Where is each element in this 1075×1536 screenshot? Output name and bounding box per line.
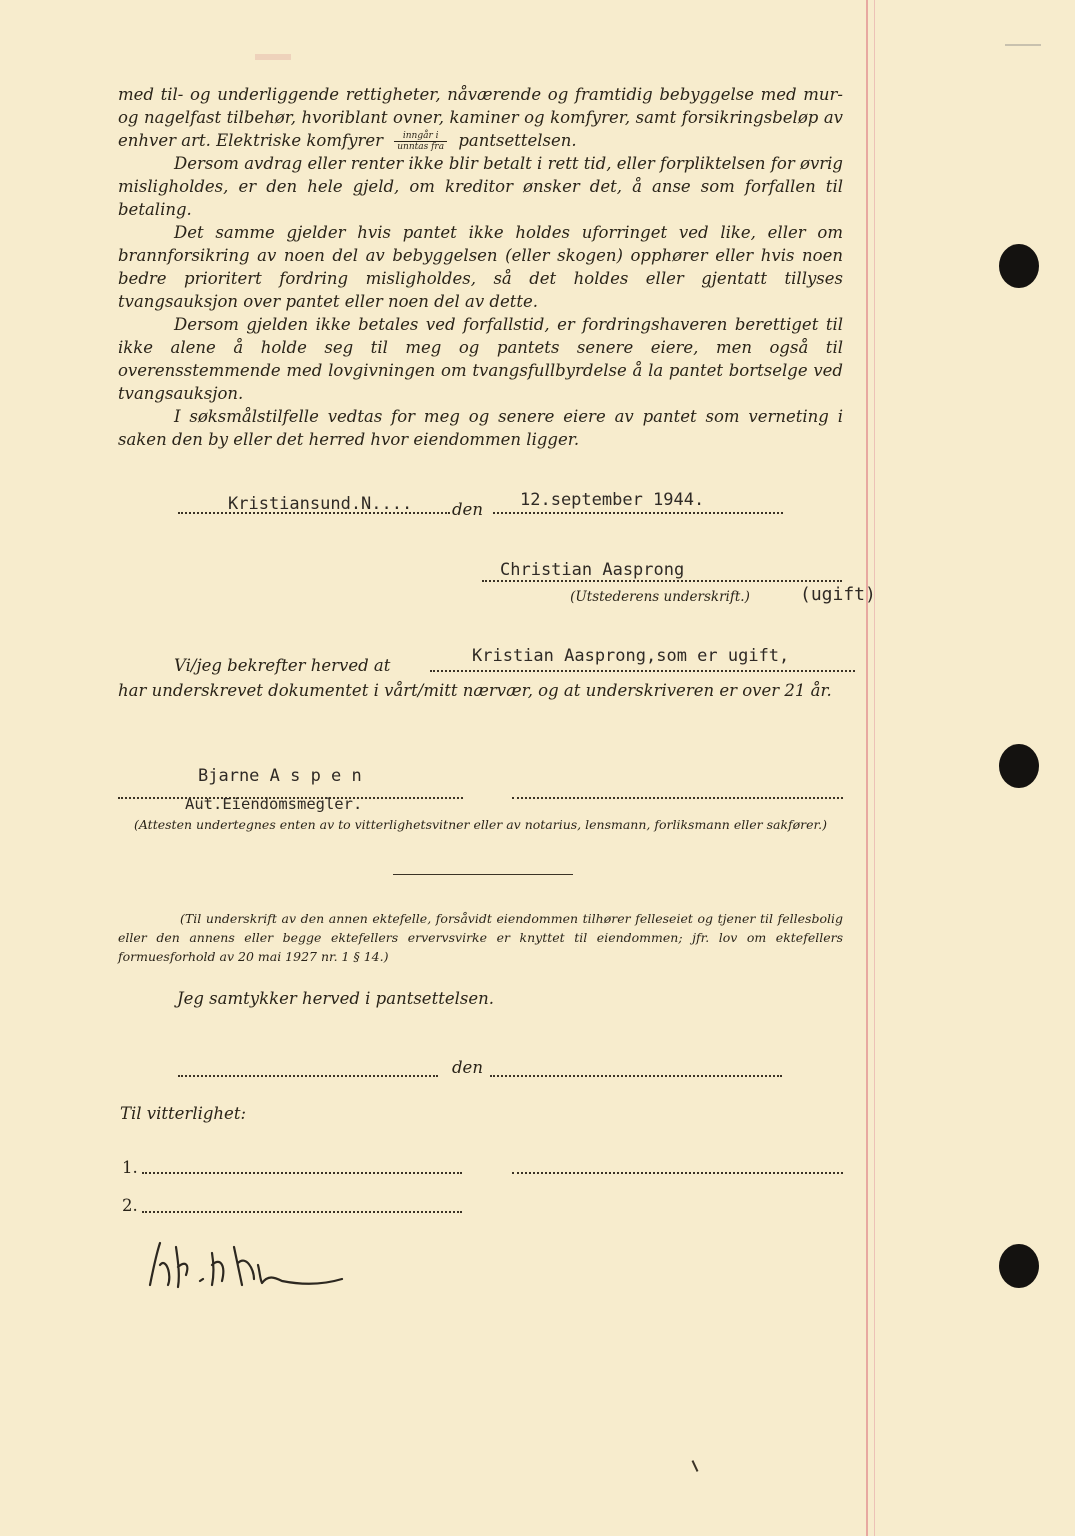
consent-place-line [178, 1075, 438, 1077]
den-label: den [452, 500, 483, 519]
mortgage-clauses [118, 83, 843, 451]
consent-text: Jeg samtykker herved i pantsettelsen. [177, 989, 494, 1008]
section-divider [393, 874, 573, 875]
punch-hole-icon [999, 1244, 1039, 1288]
attestation-lead: Vi/jeg bekrefter herved at [174, 656, 391, 675]
spouse-note [118, 909, 843, 966]
marital-status: (ugift) [800, 584, 876, 605]
attestation-rest [118, 679, 843, 702]
signature-line [482, 580, 842, 582]
attestation-rest-text: har underskrevet dokumentet i vårt/mitt nærvær, og at underskriveren er over 21 år. [118, 681, 832, 700]
witness-line-right [512, 797, 843, 799]
date-line [493, 512, 783, 514]
margin-line [866, 0, 868, 1536]
clause-1 [118, 83, 843, 152]
clause-3: Det samme gjelder hvis pantet ikke holdes uforringet ved like, eller om brannforsikring av noen del av bebyggelsen (eller skogen) opphører eller hvis noen bedre prioritert fordring misligholdes, så det holdes eller gjentatt tillyses tvangsauksjon over pantet eller noen del av dette. [118, 223, 843, 311]
clause-1-tail: pantsettelsen. [458, 131, 577, 150]
consent-date-line [490, 1075, 782, 1077]
punch-hole-icon [999, 244, 1039, 288]
spouse-note-text: (Til underskrift av den annen ektefelle, forsåvidt eiendommen tilhører felleseiet og tjener til fellesbolig eller den annens eller begge ektefellers ervervsvirke er knyttet til eiendommen; jfr. lov om ektefellers formuesforhold av 20 mai 1927 nr. 1 § 14.) [118, 911, 843, 964]
attestation-subject: Kristian Aasprong,som er ugift, [472, 646, 790, 666]
faint-mark [1005, 44, 1041, 46]
witness-1-line [142, 1172, 462, 1174]
attestation-caption: (Attesten undertegnes enten av to vitterlighetsvitner eller av notarius, lensmann, forliksmann eller sakfører.) [134, 817, 827, 832]
margin-line-secondary [874, 0, 875, 1536]
clause-1-text: med til- og underliggende rettigheter, nåværende og framtidig bebyggelse med mur- og nagelfast tilbehør, hvoriblant ovner, kaminer og komfyrer, samt forsikringsbeløp av enhver art. Elektriske komfyrer [118, 85, 843, 150]
clause-2: Dersom avdrag eller renter ikke blir betalt i rett tid, eller forpliktelsen for øvrig misligholdes, er den hele gjeld, om kreditor ønsker det, å anse som forfallen til betaling. [118, 154, 843, 219]
attestation-line [430, 670, 855, 672]
included-excluded-fraction [394, 131, 447, 152]
fraction-top: inngår i [394, 131, 447, 142]
signer-name: Christian Aasprong [500, 560, 685, 580]
punch-hole-icon [999, 744, 1039, 788]
signer-caption: (Utstederens underskrift.) [570, 589, 750, 605]
witnesses-heading: Til vitterlighet: [120, 1104, 247, 1123]
clause-5: I søksmålstilfelle vedtas for meg og senere eiere av pantet som verneting i saken den by eller det herred hvor eiendommen ligger. [118, 407, 843, 449]
witness-name: Bjarne A s p e n [198, 766, 362, 786]
date-value: 12.september 1944. [520, 490, 705, 510]
handwritten-initials-icon [142, 1235, 352, 1295]
stain [255, 54, 291, 60]
place-value: Kristiansund.N.... [228, 494, 413, 514]
witness-2-line [142, 1211, 462, 1213]
witness-2-number: 2. [122, 1196, 138, 1215]
consent-den-label: den [452, 1058, 483, 1077]
fraction-bottom: unntas fra [397, 142, 445, 152]
witness-1-line-right [512, 1172, 843, 1174]
ink-mark [692, 1460, 699, 1472]
clause-4: Dersom gjelden ikke betales ved forfallstid, er fordringshaveren berettiget til ikke alene å holde seg til meg og pantets senere eiere, men også til overensstemmende med lovgivningen om tvangsfullbyrdelse å la pantet bortselge ved tvangsauksjon. [118, 315, 843, 403]
witness-title: Aut.Eiendomsmegler. [185, 795, 363, 813]
witness-1-number: 1. [122, 1158, 138, 1177]
